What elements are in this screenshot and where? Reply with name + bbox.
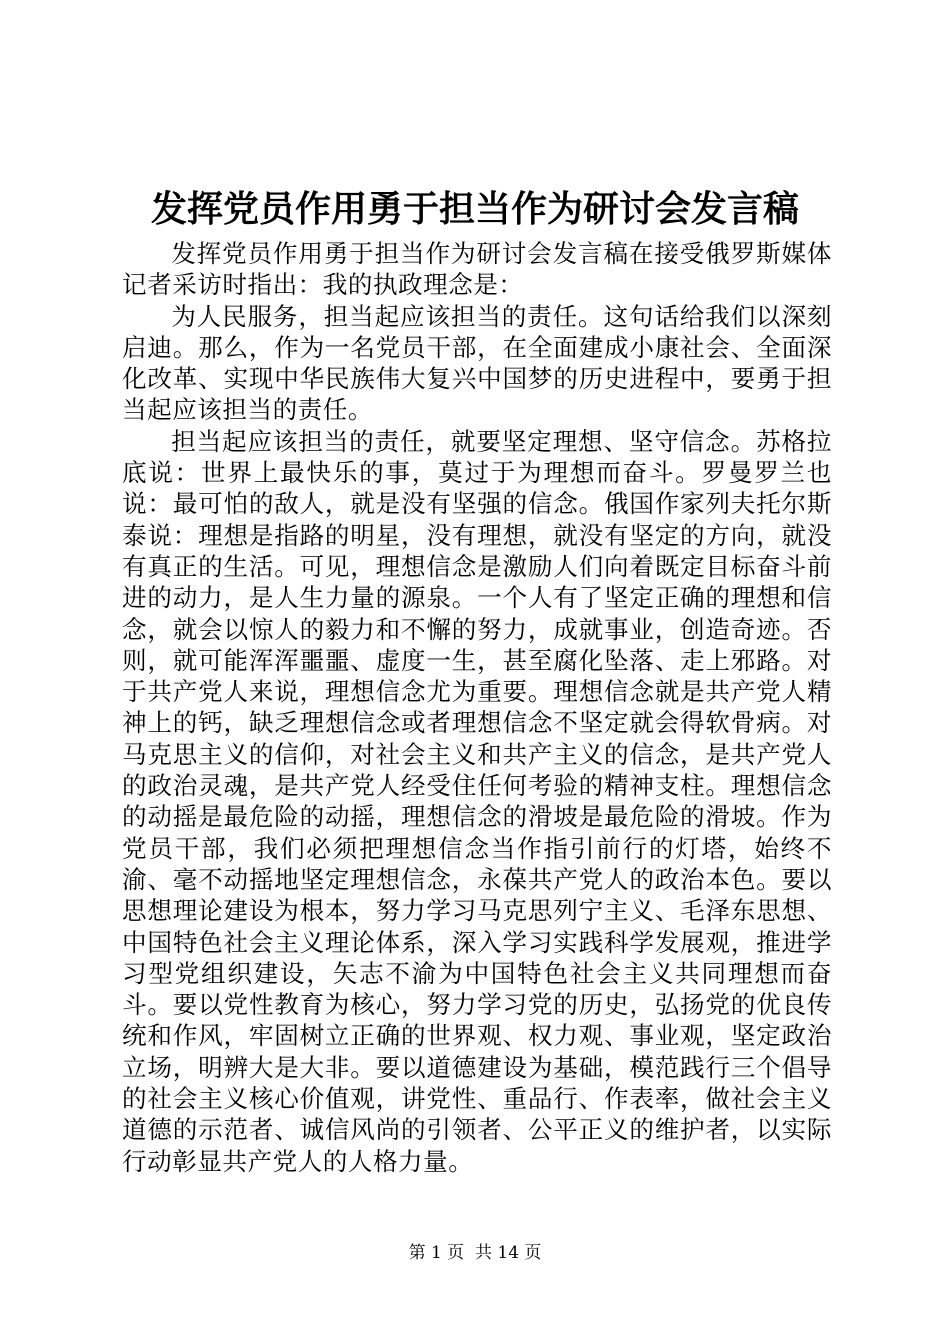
- paragraph-1: 发挥党员作用勇于担当作为研讨会发言稿在接受俄罗斯媒体记者采访时指出：我的执政理念是：: [122, 239, 832, 300]
- page-number-label: 第 1 页 共 14 页: [408, 1243, 542, 1263]
- document-body: [122, 238, 832, 1177]
- page-footer: [0, 1241, 950, 1265]
- paragraph-3: 担当起应该担当的责任，就要坚定理想、坚守信念。苏格拉底说：世界上最快乐的事，莫过于为理想而奋斗。罗曼罗兰也说：最可怕的敌人，就是没有坚强的信念。俄国作家列夫托尔斯泰说：理想是指路的明星，没有理想，就没有坚定的方向，就没有真正的生活。可见，理想信念是激励人们向着既定目标奋斗前进的动力，是人生力量的源泉。一个人有了坚定正确的理想和信念，就会以惊人的毅力和不懈的努力，成就事业，创造奇迹。否则，就可能浑浑噩噩、虚度一生，甚至腐化坠落、走上邪路。对于共产党人来说，理想信念尤为重要。理想信念就是共产党人精神上的钙，缺乏理想信念或者理想信念不坚定就会得软骨病。对马克思主义的信仰，对社会主义和共产主义的信念，是共产党人的政治灵魂，是共产党人经受住任何考验的精神支柱。理想信念的动摇是最危险的动摇，理想信念的滑坡是最危险的滑坡。作为党员干部，我们必须把理想信念当作指引前行的灯塔，始终不渝、毫不动摇地坚定理想信念，永葆共产党人的政治本色。要以思想理论建设为根本，努力学习马克思列宁主义、毛泽东思想、中国特色社会主义理论体系，深入学习实践科学发展观，推进学习型党组织建设，矢志不渝为中国特色社会主义共同理想而奋斗。要以党性教育为核心，努力学习党的历史，弘扬党的优良传统和作风，牢固树立正确的世界观、权力观、事业观，坚定政治立场，明辨大是大非。要以道德建设为基础，模范践行三个倡导的社会主义核心价值观，讲党性、重品行、作表率，做社会主义道德的示范者、诚信风尚的引领者、公平正义的维护者，以实际行动彰显共产党人的人格力量。: [122, 426, 832, 1176]
- document-title: 发挥党员作用勇于担当作为研讨会发言稿: [150, 188, 799, 230]
- paragraph-2: 为人民服务，担当起应该担当的责任。这句话给我们以深刻启迪。那么，作为一名党员干部，在全面建成小康社会、全面深化改革、实现中华民族伟大复兴中国梦的历史进程中，要勇于担当起应该担当的责任。: [122, 301, 832, 425]
